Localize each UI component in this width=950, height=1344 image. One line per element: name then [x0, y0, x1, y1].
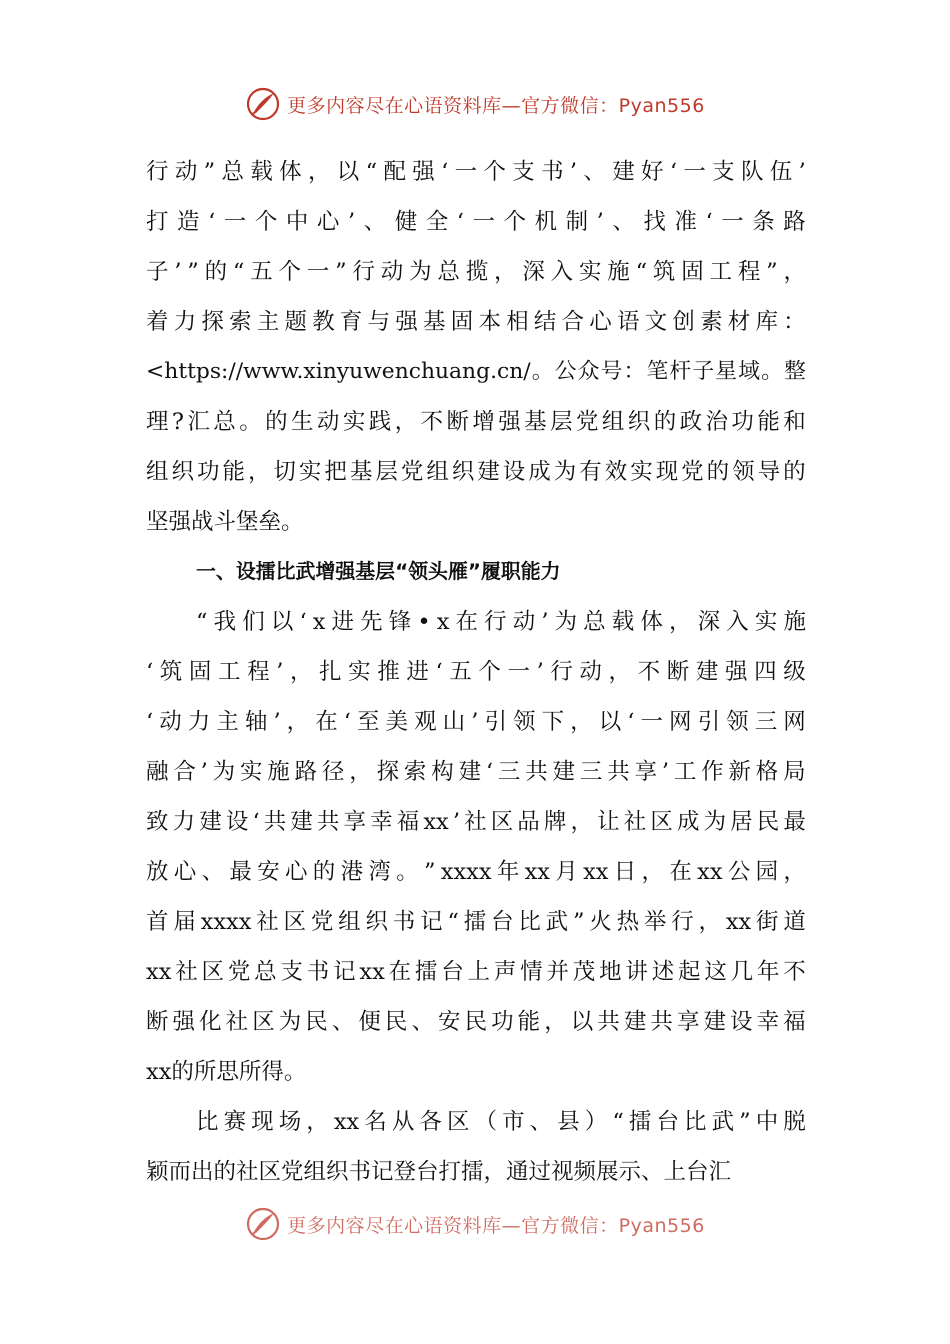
paragraph-line: 组 织 功 能 ， 切 实 把 基 层 党 组 织 建 设 成 为 有 效 实 现 党 的 领 导 的: [146, 459, 806, 485]
pen-logo-icon: [245, 1206, 281, 1242]
paragraph-line: 子 ’ ” 的 “ 五 个 一 ” 行 动 为 总 揽 ， 深 入 实 施 “ 筑 固 工 程 ” ，: [146, 259, 806, 285]
paragraph-line: 着 力 探 索 主 题 教 育 与 强 基 固 本 相 结 合 心 语 文 创 素 材 库 ：: [146, 309, 806, 335]
section-heading: 一、设擂比武增强基层“领头雁”履职能力: [196, 560, 561, 583]
paragraph-line: 打 造 ‘ 一 个 中 心 ’ 、 健 全 ‘ 一 个 机 制 ’ 、 找 准 ‘ 一 条 路: [146, 209, 806, 235]
header-watermark: [0, 84, 950, 124]
paragraph-line: ‘ 动 力 主 轴 ’ ， 在 ‘ 至 美 观 山 ’ 引 领 下 ， 以 ‘ 一 网 引 领 三 网: [146, 709, 806, 735]
watermark-text: 更多内容尽在心语资料库—官方微信：Pyan556: [287, 1214, 705, 1237]
watermark-text: 更多内容尽在心语资料库—官方微信：Pyan556: [287, 94, 705, 117]
document-body: [146, 147, 806, 1197]
paragraph-line: <https://www.xinyuwenchuang.cn/ 。 公 众 号 ： 笔 杆 子 星 域 。 整: [146, 359, 806, 384]
paragraph-line: 颖而出的社区党组织书记登台打擂，通过视频展示、上台汇: [146, 1159, 732, 1185]
paragraph-line: 断 强 化 社 区 为 民 、 便 民 、 安 民 功 能 ， 以 共 建 共 享 建 设 幸 福: [146, 1009, 806, 1035]
paragraph-line: 放 心 、 最 安 心 的 港 湾 。 ” xxxx 年 xx 月 xx 日 ， 在 xx 公 园 ，: [146, 859, 806, 885]
paragraph-line: ‘ 筑 固 工 程 ’ ， 扎 实 推 进 ‘ 五 个 一 ’ 行 动 ， 不 断 建 强 四 级: [146, 659, 806, 685]
paragraph-line: 行 动 ” 总 载 体 ， 以 “ 配 强 ‘ 一 个 支 书 ’ 、 建 好 ‘ 一 支 队 伍 ’: [146, 159, 806, 185]
paragraph-line: 比 赛 现 场 ， xx 名 从 各 区 （ 市 、 县 ） “ 擂 台 比 武 ” 中 脱: [196, 1109, 806, 1135]
paragraph-line: 理 ? 汇 总 。 的 生 动 实 践 ， 不 断 增 强 基 层 党 组 织 的 政 治 功 能 和: [146, 409, 806, 435]
paragraph-line: 融 合 ’ 为 实 施 路 径 ， 探 索 构 建 ‘ 三 共 建 三 共 享 ’ 工 作 新 格 局: [146, 759, 806, 785]
paragraph-line: xx 社 区 党 总 支 书 记 xx 在 擂 台 上 声 情 并 茂 地 讲 述 起 这 几 年 不: [146, 959, 806, 985]
footer-watermark: [0, 1204, 950, 1244]
paragraph-line: 坚强战斗堡垒。: [146, 509, 304, 535]
pen-logo-icon: [245, 86, 281, 122]
paragraph-line: xx的所思所得。: [146, 1059, 307, 1085]
paragraph-line: 首 届 xxxx 社 区 党 组 织 书 记 “ 擂 台 比 武 ” 火 热 举 行 ， xx 街 道: [146, 909, 806, 935]
paragraph-line: “ 我 们 以 ‘ x 进 先 锋 • x 在 行 动 ’ 为 总 载 体 ， 深 入 实 施: [196, 609, 806, 635]
paragraph-line: 致 力 建 设 ‘ 共 建 共 享 幸 福 xx ’ 社 区 品 牌 ， 让 社 区 成 为 居 民 最: [146, 809, 806, 835]
